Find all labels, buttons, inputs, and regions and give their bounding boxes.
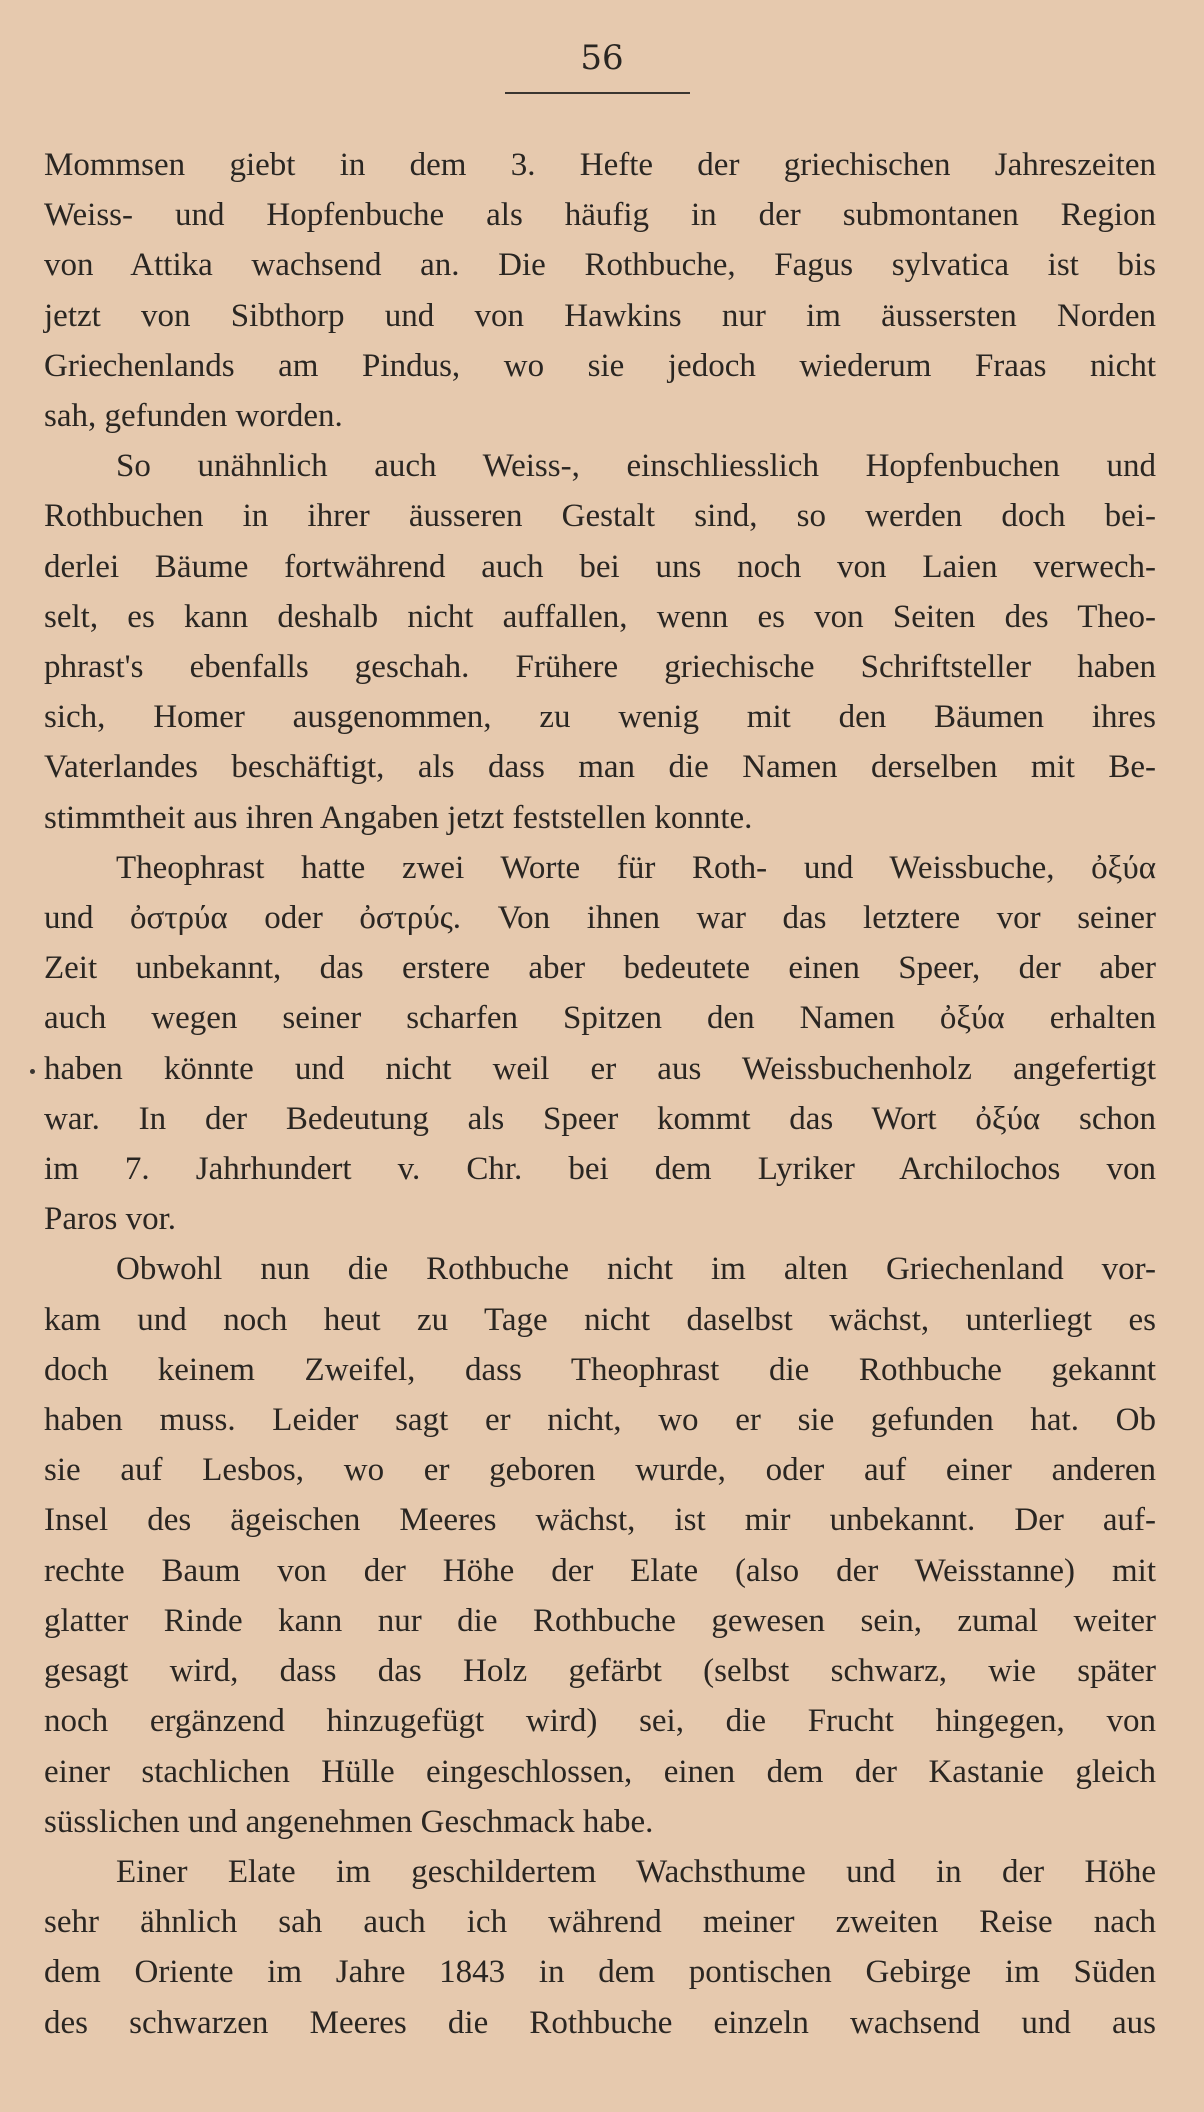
text-line: sehr ähnlich sah auch ich während meiner zweiten Reise nach	[44, 1904, 1156, 1941]
text-line: sie auf Lesbos, wo er geboren wurde, oder auf einer anderen	[44, 1452, 1156, 1489]
text-line: haben könnte und nicht weil er aus Weissbuchenholz angefertigt	[44, 1050, 1156, 1087]
text-line: Griechenlands am Pindus, wo sie jedoch wiederum Fraas nicht	[44, 347, 1156, 384]
text-line: Paros vor.	[44, 1201, 176, 1238]
text-line: Mommsen giebt in dem 3. Hefte der griechischen Jahreszeiten	[44, 147, 1156, 183]
text-line: sah, gefunden worden.	[44, 398, 343, 435]
text-line: gesagt wird, dass das Holz gefärbt (selbst schwarz, wie später	[44, 1653, 1156, 1690]
text-line: dem Oriente im Jahre 1843 in dem pontischen Gebirge im Süden	[44, 1954, 1156, 1991]
text-line: glatter Rinde kann nur die Rothbuche gewesen sein, zumal weiter	[44, 1602, 1156, 1639]
margin-mark	[30, 1069, 35, 1074]
text-line: phrast's ebenfalls geschah. Frühere griechische Schriftsteller haben	[44, 649, 1156, 686]
text-line: doch keinem Zweifel, dass Theophrast die Rothbuche gekannt	[44, 1351, 1156, 1388]
text-line: Insel des ägeischen Meeres wächst, ist mir unbekannt. Der auf-	[44, 1502, 1156, 1539]
text-line: jetzt von Sibthorp und von Hawkins nur im äussersten Norden	[44, 297, 1156, 334]
text-line: haben muss. Leider sagt er nicht, wo er sie gefunden hat. Ob	[44, 1402, 1156, 1439]
text-line: Rothbuchen in ihrer äusseren Gestalt sind, so werden doch bei-	[44, 498, 1156, 535]
text-line: Theophrast hatte zwei Worte für Roth- und Weissbuche, ὀξύα	[116, 849, 1156, 886]
text-line: Weiss- und Hopfenbuche als häufig in der submontanen Region	[44, 197, 1156, 234]
text-line: derlei Bäume fortwährend auch bei uns noch von Laien verwech-	[44, 548, 1156, 585]
text-line: Vaterlandes beschäftigt, als dass man die Namen derselben mit Be-	[44, 749, 1156, 786]
text-line: selt, es kann deshalb nicht auffallen, wenn es von Seiten des Theo-	[44, 598, 1156, 635]
text-line: und ὀστρύα oder ὀστρύς. Von ihnen war das letztere vor seiner	[44, 900, 1156, 937]
text-line: des schwarzen Meeres die Rothbuche einzeln wachsend und aus	[44, 2004, 1156, 2041]
text-line: auch wegen seiner scharfen Spitzen den Namen ὀξύα erhalten	[44, 1000, 1156, 1037]
text-line: sich, Homer ausgenommen, zu wenig mit den Bäumen ihres	[44, 699, 1156, 736]
text-line: war. In der Bedeutung als Speer kommt das Wort ὀξύα schon	[44, 1100, 1156, 1137]
text-line: Zeit unbekannt, das erstere aber bedeutete einen Speer, der aber	[44, 950, 1156, 987]
text-line: von Attika wachsend an. Die Rothbuche, Fagus sylvatica ist bis	[44, 247, 1156, 284]
text-line: einer stachlichen Hülle eingeschlossen, einen dem der Kastanie gleich	[44, 1753, 1156, 1790]
text-line: Einer Elate im geschildertem Wachsthume und in der Höhe	[116, 1853, 1156, 1890]
text-line: noch ergänzend hinzugefügt wird) sei, die Frucht hingegen, von	[44, 1703, 1156, 1740]
text-line: rechte Baum von der Höhe der Elate (also der Weisstanne) mit	[44, 1552, 1156, 1589]
header-rule	[505, 92, 690, 94]
text-line: süsslichen und angenehmen Geschmack habe.	[44, 1803, 654, 1840]
text-line: im 7. Jahrhundert v. Chr. bei dem Lyriker Archilochos von	[44, 1151, 1156, 1188]
text-line: kam und noch heut zu Tage nicht daselbst wächst, unterliegt es	[44, 1301, 1156, 1338]
page-number: 56	[580, 38, 624, 78]
text-line: stimmtheit aus ihren Angaben jetzt feststellen konnte.	[44, 799, 753, 836]
body-text	[44, 140, 1156, 2048]
text-line: Obwohl nun die Rothbuche nicht im alten Griechenland vor-	[116, 1251, 1156, 1288]
text-line: So unähnlich auch Weiss-, einschliesslich Hopfenbuchen und	[116, 448, 1156, 485]
